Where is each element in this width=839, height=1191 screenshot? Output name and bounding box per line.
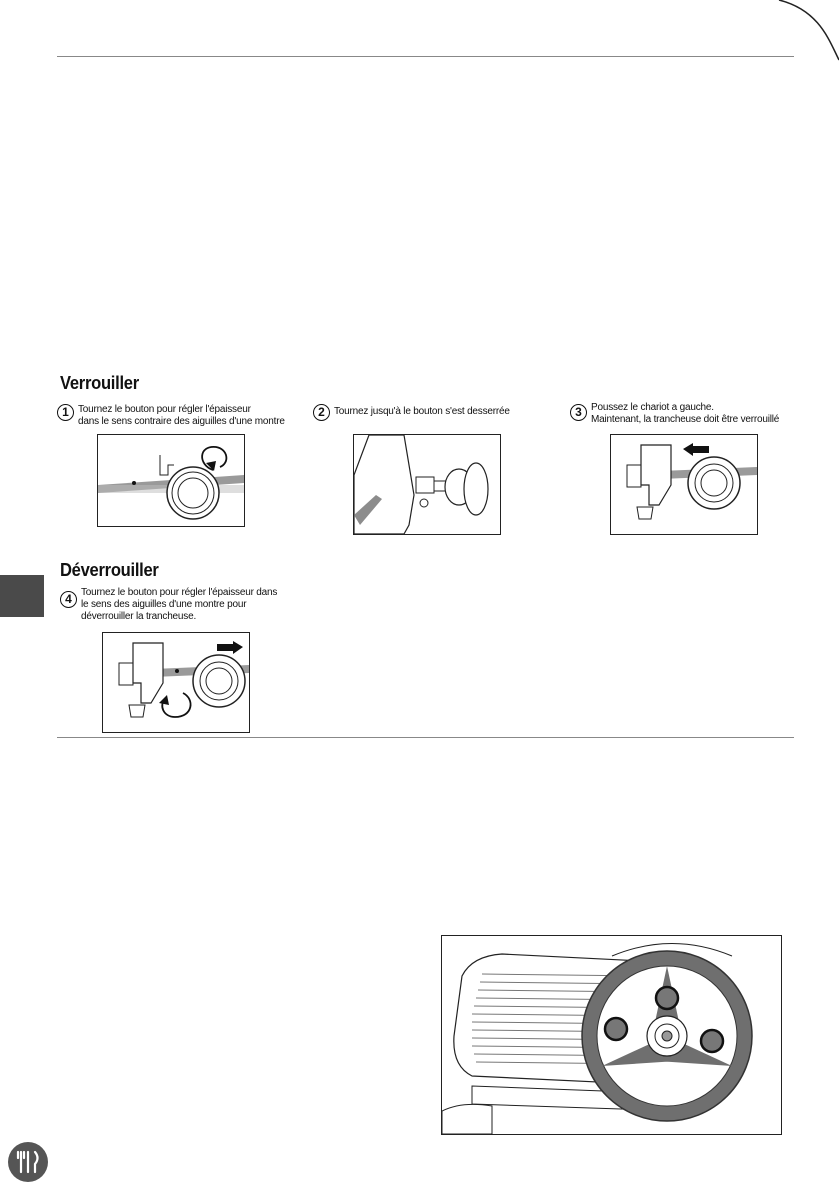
lock-heading: Verrouiller (60, 373, 139, 393)
illustration-step-2 (353, 434, 501, 535)
blade-illustration (441, 935, 782, 1135)
step-number: 1 (57, 404, 74, 421)
step-text-line: déverrouiller la trancheuse. (81, 611, 197, 622)
clockwise-arrow-icon (202, 447, 226, 471)
step-text-line: dans le sens contraire des aiguilles d'une montre (78, 416, 285, 427)
step-text-line: Tournez le bouton pour régler l'épaisseur (78, 404, 251, 415)
top-rule (57, 56, 794, 57)
step-text-line: le sens des aiguilles d'une montre pour (81, 599, 247, 610)
step-text (81, 587, 277, 623)
step-number: 3 (570, 404, 587, 421)
illustration-step-3 (610, 434, 758, 535)
counterclockwise-arrow-icon (159, 693, 191, 717)
step-number: 4 (60, 591, 77, 608)
cutlery-logo-icon (8, 1142, 48, 1182)
chapter-side-tab (0, 575, 44, 617)
push-left-arrow-icon (683, 443, 709, 456)
step-text (334, 406, 510, 418)
step-text (78, 404, 285, 428)
push-right-arrow-icon (217, 641, 243, 654)
page-corner-curve (749, 0, 839, 70)
unlock-heading: Déverrouiller (60, 560, 159, 580)
illustration-step-4 (102, 632, 250, 733)
step-text (591, 402, 779, 426)
step-text-line: Maintenant, la trancheuse doit être verrouillé (591, 414, 780, 425)
step-text-line: Poussez le chariot a gauche. (591, 402, 714, 413)
step-number: 2 (313, 404, 330, 421)
bottom-rule (57, 737, 794, 738)
illustration-step-1 (97, 434, 245, 527)
step-text-line: Tournez le bouton pour régler l'épaisseur dans (81, 587, 278, 598)
step-text-line: Tournez jusqu'à le bouton s'est desserrée (334, 406, 510, 417)
